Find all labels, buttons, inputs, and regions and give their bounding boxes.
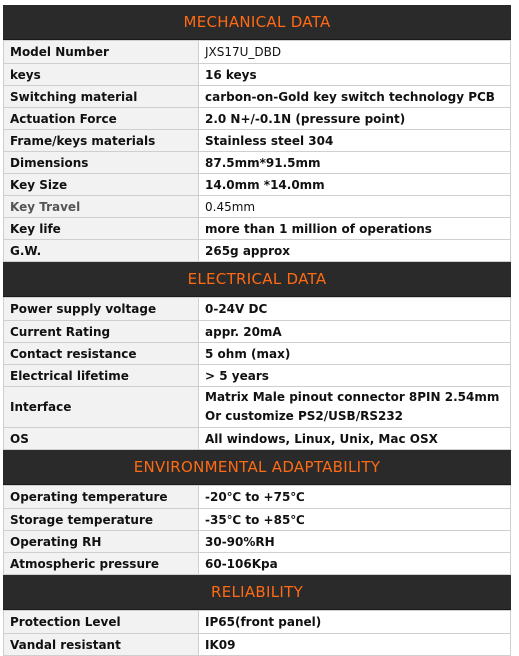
row-value: 265g approx <box>199 240 511 262</box>
row-label: Key life <box>4 218 199 240</box>
row-label: Operating RH <box>4 531 199 553</box>
row-value: -35℃ to +85℃ <box>199 509 511 531</box>
spec-table-reliability <box>3 610 511 656</box>
row-label: Dimensions <box>4 152 199 174</box>
row-value: JXS17U_DBD <box>199 41 511 64</box>
row-value: 5 ohm (max) <box>199 343 511 365</box>
table-row <box>4 428 511 450</box>
row-label: Key Travel <box>4 196 199 218</box>
row-label: Interface <box>4 387 199 428</box>
table-row <box>4 196 511 218</box>
table-row <box>4 86 511 108</box>
row-label: keys <box>4 64 199 86</box>
row-value: -20℃ to +75℃ <box>199 486 511 509</box>
row-label: Operating temperature <box>4 486 199 509</box>
row-label: Atmospheric pressure <box>4 553 199 575</box>
table-row <box>4 509 511 531</box>
table-row <box>4 298 511 321</box>
row-label: G.W. <box>4 240 199 262</box>
row-value: 87.5mm*91.5mm <box>199 152 511 174</box>
row-value: appr. 20mA <box>199 321 511 343</box>
table-row <box>4 553 511 575</box>
row-label: OS <box>4 428 199 450</box>
row-value: 30-90%RH <box>199 531 511 553</box>
spec-sheet <box>3 5 511 656</box>
row-value: All windows, Linux, Unix, Mac OSX <box>199 428 511 450</box>
row-label: Electrical lifetime <box>4 365 199 387</box>
row-label: Key Size <box>4 174 199 196</box>
row-value: 60-106Kpa <box>199 553 511 575</box>
row-label: Power supply voltage <box>4 298 199 321</box>
table-row <box>4 174 511 196</box>
row-value: 16 keys <box>199 64 511 86</box>
section-title-mechanical: MECHANICAL DATA <box>3 5 511 40</box>
row-value: 0.45mm <box>199 196 511 218</box>
row-value-line: Or customize PS2/USB/RS232 <box>205 409 404 423</box>
table-row <box>4 152 511 174</box>
spec-table-environmental <box>3 485 511 575</box>
section-title-electrical: ELECTRICAL DATA <box>3 262 511 297</box>
row-value: 14.0mm *14.0mm <box>199 174 511 196</box>
table-row <box>4 321 511 343</box>
table-row <box>4 108 511 130</box>
table-row <box>4 365 511 387</box>
row-value: Stainless steel 304 <box>199 130 511 152</box>
spec-table-electrical <box>3 297 511 450</box>
row-label: Protection Level <box>4 611 199 634</box>
row-label: Frame/keys materials <box>4 130 199 152</box>
section-title-environmental: ENVIRONMENTAL ADAPTABILITY <box>3 450 511 485</box>
table-row <box>4 64 511 86</box>
row-value-line: Matrix Male pinout connector 8PIN 2.54mm <box>205 390 500 404</box>
table-row <box>4 41 511 64</box>
row-label: Storage temperature <box>4 509 199 531</box>
table-row <box>4 486 511 509</box>
row-label: Actuation Force <box>4 108 199 130</box>
table-row <box>4 531 511 553</box>
row-label: Current Rating <box>4 321 199 343</box>
row-label: Contact resistance <box>4 343 199 365</box>
table-row <box>4 343 511 365</box>
table-row <box>4 240 511 262</box>
row-value: IK09 <box>199 634 511 656</box>
row-value: 0-24V DC <box>199 298 511 321</box>
table-row <box>4 387 511 428</box>
row-label: Switching material <box>4 86 199 108</box>
row-label: Vandal resistant <box>4 634 199 656</box>
table-row <box>4 218 511 240</box>
row-label: Model Number <box>4 41 199 64</box>
spec-table-mechanical <box>3 40 511 262</box>
row-value: carbon-on-Gold key switch technology PCB <box>199 86 511 108</box>
table-row <box>4 130 511 152</box>
table-row <box>4 611 511 634</box>
row-value: IP65(front panel) <box>199 611 511 634</box>
row-value: > 5 years <box>199 365 511 387</box>
table-row <box>4 634 511 656</box>
row-value: more than 1 million of operations <box>199 218 511 240</box>
row-value: 2.0 N+/-0.1N (pressure point) <box>199 108 511 130</box>
row-value <box>199 387 511 428</box>
section-title-reliability: RELIABILITY <box>3 575 511 610</box>
